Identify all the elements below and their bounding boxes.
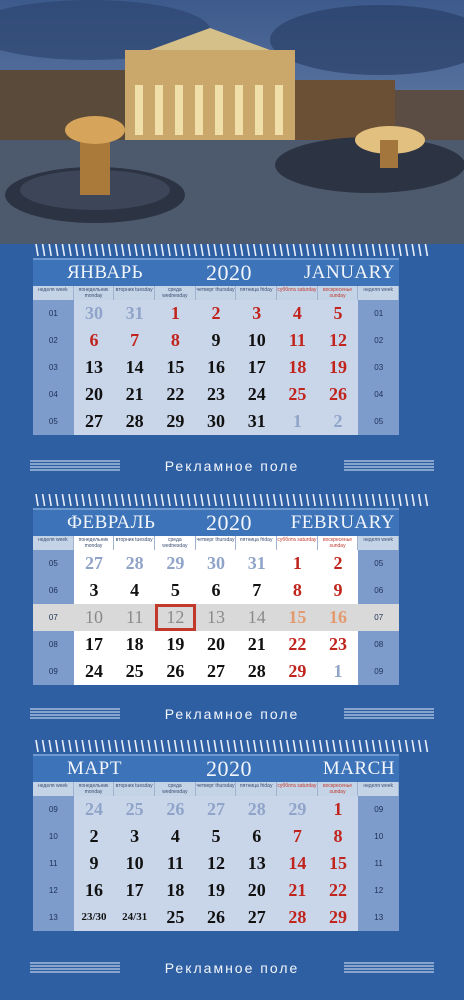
week-number: 04 [358,381,399,408]
day-cell[interactable]: 23/30 [74,904,115,931]
day-cell[interactable]: 23 [318,631,359,658]
weekday-label: неделя week [358,536,399,550]
week-number: 09 [358,658,399,685]
weekday-header-row [33,536,399,550]
week-number: 13 [33,904,74,931]
day-cell[interactable]: 21 [236,631,277,658]
day-cell[interactable]: 30 [196,550,237,577]
day-cell[interactable]: 15 [277,604,318,631]
day-cell[interactable]: 4 [277,300,318,327]
month-year: 2020 [206,510,252,535]
day-cell[interactable]: 29 [277,796,318,823]
day-cell[interactable]: 27 [236,904,277,931]
decorative-lines [30,459,120,473]
day-cell[interactable]: 29 [277,658,318,685]
weekday-label: среда wednesday [155,536,196,550]
weekday-label: неделя week [33,536,74,550]
day-cell[interactable]: 20 [74,381,115,408]
day-cell[interactable]: 13 [236,850,277,877]
day-cell[interactable]: 5 [318,300,359,327]
day-cell[interactable]: 27 [74,550,115,577]
day-cell[interactable]: 29 [155,408,196,435]
month-name-ru: ФЕВРАЛЬ [67,512,156,533]
day-cell[interactable]: 2 [318,408,359,435]
week-row [33,796,399,823]
day-cell[interactable]: 25 [277,381,318,408]
weekday-label: пятница friday [236,782,277,796]
day-cell[interactable]: 16 [196,354,237,381]
week-number: 11 [358,850,399,877]
week-row [33,658,399,685]
decorative-lines [344,707,434,721]
month-header [33,754,399,782]
week-row [33,300,399,327]
month-year: 2020 [206,756,252,781]
weekday-label: понедельник monday [74,286,115,300]
month-name-en: FEBRUARY [290,512,395,533]
day-grid [33,796,399,931]
month-name-ru: ЯНВАРЬ [67,262,144,283]
day-grid [33,550,399,685]
week-number: 02 [33,327,74,354]
week-number: 05 [358,550,399,577]
day-cell[interactable]: 11 [114,604,155,631]
day-cell[interactable]: 24 [74,796,115,823]
weekday-label: неделя week [358,286,399,300]
weekday-label: понедельник monday [74,536,115,550]
day-cell[interactable]: 11 [277,327,318,354]
decorative-lines [30,961,120,975]
day-cell[interactable]: 22 [318,877,359,904]
week-row [33,577,399,604]
weekday-label: неделя week [33,782,74,796]
spiral-binding [32,494,432,506]
day-cell[interactable]: 19 [196,877,237,904]
week-number: 03 [358,354,399,381]
day-cell[interactable]: 2 [74,823,115,850]
advertising-field: Рекламное поле [164,458,300,474]
week-number: 06 [358,577,399,604]
week-number: 09 [358,796,399,823]
weekday-label: суббота saturday [277,782,318,796]
day-cell[interactable]: 26 [318,381,359,408]
week-number: 06 [33,577,74,604]
weekday-label: воскресенье sunday [318,286,359,300]
day-cell[interactable]: 17 [114,877,155,904]
spiral-binding [32,244,432,256]
day-cell[interactable]: 24/31 [114,904,155,931]
day-cell[interactable]: 17 [74,631,115,658]
week-row [33,877,399,904]
day-cell[interactable]: 5 [155,577,196,604]
week-number: 09 [33,796,74,823]
day-cell[interactable]: 27 [74,408,115,435]
month-header [33,508,399,536]
week-row [33,354,399,381]
decorative-lines [344,961,434,975]
weekday-label: неделя week [358,782,399,796]
week-number: 12 [33,877,74,904]
day-cell[interactable]: 26 [196,904,237,931]
bolshoi-theatre-photo [0,0,464,244]
week-number: 08 [358,631,399,658]
day-cell[interactable]: 21 [114,381,155,408]
day-cell[interactable]: 31 [236,550,277,577]
day-cell[interactable]: 24 [236,381,277,408]
day-cell[interactable]: 27 [196,796,237,823]
week-number: 10 [33,823,74,850]
day-cell[interactable]: 7 [114,327,155,354]
day-cell[interactable]: 2 [196,300,237,327]
day-cell[interactable]: 16 [74,877,115,904]
day-cell[interactable]: 31 [114,300,155,327]
day-cell[interactable]: 7 [236,577,277,604]
week-number: 09 [33,658,74,685]
day-cell[interactable]: 18 [277,354,318,381]
weekday-label: четверг thursday [196,286,237,300]
week-number: 04 [33,381,74,408]
day-cell[interactable]: 20 [196,631,237,658]
day-cell[interactable]: 31 [236,408,277,435]
day-cell[interactable]: 1 [318,658,359,685]
day-cell[interactable]: 29 [318,904,359,931]
month-name-ru: МАРТ [67,758,123,779]
day-cell[interactable]: 1 [277,550,318,577]
weekday-label: четверг thursday [196,536,237,550]
week-number: 08 [33,631,74,658]
day-cell[interactable]: 18 [114,631,155,658]
weekday-label: воскресенье sunday [318,782,359,796]
day-cell[interactable]: 24 [74,658,115,685]
day-cell[interactable]: 15 [155,354,196,381]
weekday-label: пятница friday [236,536,277,550]
day-cell[interactable]: 20 [236,877,277,904]
weekday-label: неделя week [33,286,74,300]
week-row [33,408,399,435]
week-row [33,604,399,631]
month-block-january [0,244,464,460]
month-name-en: MARCH [322,758,395,779]
day-cell[interactable]: 2 [318,550,359,577]
weekday-label: воскресенье sunday [318,536,359,550]
day-cell[interactable]: 27 [196,658,237,685]
week-number: 13 [358,904,399,931]
advertising-field: Рекламное поле [164,706,300,722]
weekday-label: среда wednesday [155,286,196,300]
week-number: 10 [358,823,399,850]
weekday-label: суббота saturday [277,286,318,300]
day-cell[interactable]: 28 [114,408,155,435]
day-cell[interactable]: 22 [277,631,318,658]
day-cell[interactable]: 1 [277,408,318,435]
decorative-lines [30,707,120,721]
day-cell[interactable]: 6 [74,327,115,354]
day-cell[interactable]: 10 [114,850,155,877]
day-cell[interactable]: 14 [114,354,155,381]
day-cell[interactable]: 8 [155,327,196,354]
day-cell[interactable]: 15 [318,850,359,877]
week-number: 02 [358,327,399,354]
day-cell[interactable]: 14 [277,850,318,877]
weekday-label: суббота saturday [277,536,318,550]
current-date-marker[interactable]: 12 [155,604,196,631]
month-name-en: JANUARY [303,262,395,283]
day-cell[interactable]: 12 [196,850,237,877]
spiral-binding [32,740,432,752]
day-cell[interactable]: 1 [155,300,196,327]
week-number: 05 [358,408,399,435]
day-cell[interactable]: 17 [236,354,277,381]
day-cell[interactable]: 4 [155,823,196,850]
day-cell[interactable]: 28 [277,904,318,931]
day-cell[interactable]: 10 [236,327,277,354]
month-year: 2020 [206,260,252,285]
month-header [33,258,399,286]
week-number: 05 [33,408,74,435]
week-number: 12 [358,877,399,904]
weekday-label: среда wednesday [155,782,196,796]
day-cell[interactable]: 8 [318,823,359,850]
day-cell[interactable]: 18 [155,877,196,904]
day-cell[interactable]: 7 [277,823,318,850]
day-cell[interactable]: 29 [155,550,196,577]
day-cell[interactable]: 8 [277,577,318,604]
weekday-label: вторник tuesday [114,782,155,796]
day-grid [33,300,399,435]
day-cell[interactable]: 13 [196,604,237,631]
week-number: 05 [33,550,74,577]
weekday-label: пятница friday [236,286,277,300]
day-cell[interactable]: 26 [155,796,196,823]
day-cell[interactable]: 19 [318,354,359,381]
day-cell[interactable]: 25 [114,796,155,823]
day-cell[interactable]: 12 [318,327,359,354]
week-number: 07 [33,604,74,631]
week-row [33,823,399,850]
week-row [33,904,399,931]
decorative-lines [344,459,434,473]
day-cell[interactable]: 3 [236,300,277,327]
day-cell[interactable]: 23 [196,381,237,408]
day-cell[interactable]: 19 [155,631,196,658]
advertising-field: Рекламное поле [164,960,300,976]
week-number: 01 [33,300,74,327]
day-cell[interactable]: 21 [277,877,318,904]
day-cell[interactable]: 30 [196,408,237,435]
day-cell[interactable]: 28 [114,550,155,577]
day-cell[interactable]: 25 [114,658,155,685]
week-number: 01 [358,300,399,327]
day-cell[interactable]: 6 [236,823,277,850]
month-block-february [0,494,464,710]
weekday-header-row [33,286,399,300]
day-cell[interactable]: 6 [196,577,237,604]
week-row [33,381,399,408]
day-cell[interactable]: 22 [155,381,196,408]
day-cell[interactable]: 26 [155,658,196,685]
day-cell[interactable]: 25 [155,904,196,931]
day-cell[interactable]: 1 [318,796,359,823]
day-cell[interactable]: 9 [74,850,115,877]
day-cell[interactable]: 28 [236,658,277,685]
day-cell[interactable]: 30 [74,300,115,327]
day-cell[interactable]: 5 [196,823,237,850]
week-row [33,550,399,577]
day-cell[interactable]: 9 [318,577,359,604]
week-row [33,631,399,658]
day-cell[interactable]: 3 [74,577,115,604]
weekday-header-row [33,782,399,796]
day-cell[interactable]: 13 [74,354,115,381]
day-cell[interactable]: 28 [236,796,277,823]
week-row [33,327,399,354]
week-number: 11 [33,850,74,877]
weekday-label: вторник tuesday [114,286,155,300]
week-number: 07 [358,604,399,631]
day-cell[interactable]: 14 [236,604,277,631]
weekday-label: понедельник monday [74,782,115,796]
day-cell[interactable]: 10 [74,604,115,631]
day-cell[interactable]: 3 [114,823,155,850]
day-cell[interactable]: 16 [318,604,359,631]
weekday-label: четверг thursday [196,782,237,796]
month-block-march [0,740,464,956]
week-row [33,850,399,877]
week-number: 03 [33,354,74,381]
day-cell[interactable]: 9 [196,327,237,354]
weekday-label: вторник tuesday [114,536,155,550]
day-cell[interactable]: 11 [155,850,196,877]
day-cell[interactable]: 4 [114,577,155,604]
